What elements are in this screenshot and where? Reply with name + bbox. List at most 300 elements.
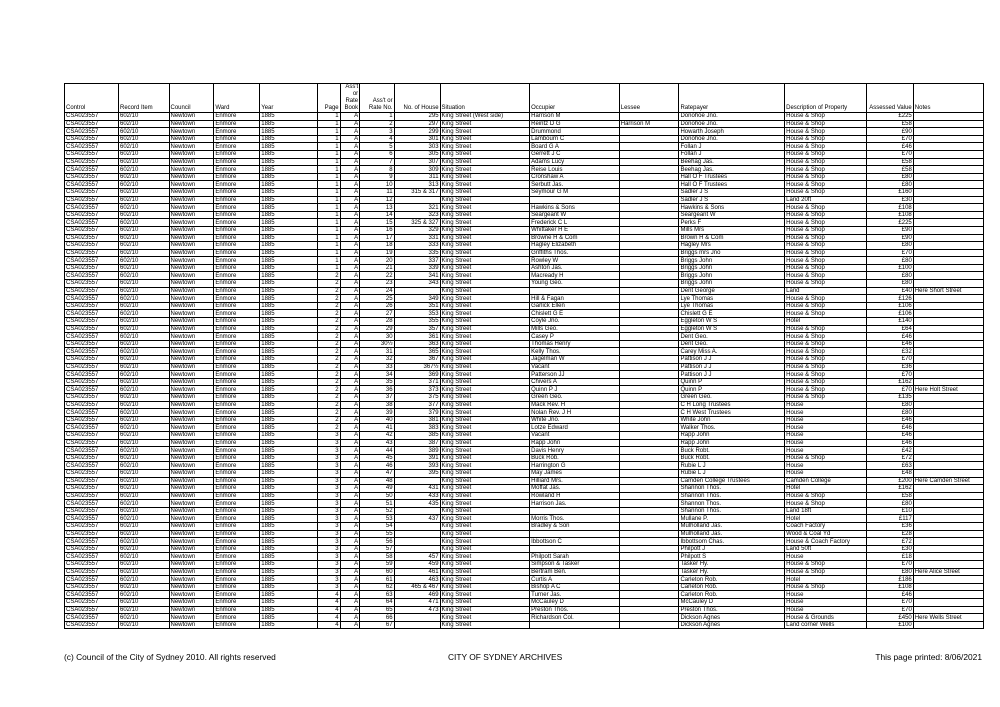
column-header: Record Item	[118, 84, 169, 113]
table-cell: Bertram Ben.	[530, 568, 620, 576]
table-row	[65, 226, 984, 234]
table-cell: CSA023557	[65, 431, 119, 439]
table-cell	[530, 621, 620, 629]
table-cell: King Street	[440, 219, 530, 227]
table-cell: 299	[394, 128, 440, 136]
table-cell: Newtown	[169, 302, 214, 310]
table-cell: £72	[866, 538, 913, 546]
table-cell: 337	[394, 257, 440, 265]
table-cell: House & Shop	[785, 302, 867, 310]
table-cell	[913, 135, 983, 143]
table-cell	[619, 439, 679, 447]
table-cell	[619, 393, 679, 401]
table-cell: Enmore	[214, 424, 260, 432]
table-row	[65, 568, 984, 576]
table-cell: Newtown	[169, 120, 214, 128]
table-cell: House & Shop	[785, 204, 867, 212]
table-cell: King Street	[440, 302, 530, 310]
table-cell: Rubie L J	[679, 462, 785, 470]
table-cell	[913, 538, 983, 546]
table-cell	[913, 143, 983, 151]
table-cell	[619, 462, 679, 470]
table-cell: 602/10	[118, 204, 169, 212]
table-cell: 379	[394, 409, 440, 417]
table-cell: Enmore	[214, 340, 260, 348]
table-row	[65, 553, 984, 561]
table-cell: Enmore	[214, 188, 260, 196]
table-cell: CSA023557	[65, 409, 119, 417]
table-cell: Enmore	[214, 485, 260, 493]
table-cell: Newtown	[169, 219, 214, 227]
table-cell: Newtown	[169, 545, 214, 553]
table-cell: Newtown	[169, 378, 214, 386]
table-cell: A	[340, 363, 360, 371]
table-cell: King Street	[440, 378, 530, 386]
table-cell: 2	[317, 272, 340, 280]
table-cell: £117	[866, 515, 913, 523]
table-cell: Newtown	[169, 325, 214, 333]
table-cell: £162	[866, 485, 913, 493]
table-cell: Newtown	[169, 416, 214, 424]
table-cell: Enmore	[214, 439, 260, 447]
table-cell: King Street	[440, 356, 530, 364]
table-cell: Follan J	[679, 150, 785, 158]
table-cell: CSA023557	[65, 318, 119, 326]
table-cell: Lotze Edward	[530, 424, 620, 432]
table-cell: Enmore	[214, 583, 260, 591]
table-cell: 381	[394, 416, 440, 424]
table-row	[65, 409, 984, 417]
table-cell: 1885	[260, 356, 317, 364]
table-cell: £46	[866, 416, 913, 424]
table-cell: 1885	[260, 416, 317, 424]
table-cell: 1885	[260, 249, 317, 257]
table-cell: 3	[317, 561, 340, 569]
table-cell: 1885	[260, 583, 317, 591]
table-cell: £80	[866, 257, 913, 265]
table-cell: 49	[360, 485, 394, 493]
table-row	[65, 348, 984, 356]
table-cell: Enmore	[214, 599, 260, 607]
table-cell: 602/10	[118, 325, 169, 333]
table-cell: Enmore	[214, 150, 260, 158]
table-cell: 602/10	[118, 583, 169, 591]
table-cell: Newtown	[169, 485, 214, 493]
table-cell: King Street	[440, 523, 530, 531]
table-cell	[913, 530, 983, 538]
table-cell: Enmore	[214, 614, 260, 622]
table-cell: House & Shop	[785, 158, 867, 166]
table-cell: Enmore	[214, 128, 260, 136]
table-row	[65, 219, 984, 227]
table-cell: 2	[317, 356, 340, 364]
table-cell: Enmore	[214, 431, 260, 439]
table-cell: £450	[866, 614, 913, 622]
table-cell	[913, 363, 983, 371]
table-cell: 13	[360, 204, 394, 212]
table-cell: House & Shop	[785, 113, 867, 121]
table-cell: Quinn P	[679, 378, 785, 386]
table-cell: 367	[394, 356, 440, 364]
table-cell: Enmore	[214, 477, 260, 485]
table-cell: Adams Lucy	[530, 158, 620, 166]
table-cell: £225	[866, 113, 913, 121]
table-cell: 303	[394, 143, 440, 151]
table-cell: Newtown	[169, 431, 214, 439]
table-row	[65, 599, 984, 607]
table-cell: £36	[866, 363, 913, 371]
table-cell	[619, 416, 679, 424]
table-cell: 1885	[260, 424, 317, 432]
table-cell: A	[340, 530, 360, 538]
table-cell: House & Shop	[785, 181, 867, 189]
table-cell	[913, 393, 983, 401]
table-cell: Newtown	[169, 211, 214, 219]
table-cell: Simpson & Tasker	[530, 561, 620, 569]
table-cell: A	[340, 219, 360, 227]
table-cell: 437	[394, 515, 440, 523]
table-cell: 367½	[394, 363, 440, 371]
table-cell: A	[340, 386, 360, 394]
table-cell: CSA023557	[65, 234, 119, 242]
table-cell	[530, 196, 620, 204]
table-cell: King Street	[440, 599, 530, 607]
table-cell	[913, 211, 983, 219]
table-cell: King Street	[440, 234, 530, 242]
table-cell: 3	[317, 523, 340, 531]
table-cell: 2	[317, 287, 340, 295]
table-cell	[619, 591, 679, 599]
table-cell: 365	[394, 348, 440, 356]
table-header-row	[65, 84, 984, 113]
table-cell: 64	[360, 599, 394, 607]
table-cell: 32	[360, 356, 394, 364]
table-cell	[619, 409, 679, 417]
table-cell: 46	[360, 462, 394, 470]
table-cell: House & Shop	[785, 356, 867, 364]
table-cell: 602/10	[118, 515, 169, 523]
table-cell: £58	[866, 120, 913, 128]
table-cell: Enmore	[214, 530, 260, 538]
table-cell: CSA023557	[65, 606, 119, 614]
table-cell: £100	[866, 621, 913, 629]
table-cell: House & Shop	[785, 150, 867, 158]
table-cell: 602/10	[118, 211, 169, 219]
table-cell: Newtown	[169, 462, 214, 470]
table-cell	[619, 113, 679, 121]
table-row	[65, 492, 984, 500]
table-cell: A	[340, 576, 360, 584]
table-cell: 1	[317, 120, 340, 128]
table-row	[65, 454, 984, 462]
table-cell: 1885	[260, 204, 317, 212]
table-row	[65, 204, 984, 212]
table-cell: 325 & 327	[394, 219, 440, 227]
table-cell	[619, 500, 679, 508]
table-cell: King Street	[440, 469, 530, 477]
table-cell: 1885	[260, 158, 317, 166]
table-cell: A	[340, 340, 360, 348]
table-cell: CSA023557	[65, 188, 119, 196]
table-cell: House	[785, 469, 867, 477]
table-cell	[913, 515, 983, 523]
table-cell: 2	[317, 393, 340, 401]
table-cell: 335	[394, 249, 440, 257]
table-cell: C H Long Trustees	[679, 401, 785, 409]
table-cell: 57	[360, 545, 394, 553]
table-cell: House & Shop	[785, 325, 867, 333]
table-cell: Enmore	[214, 181, 260, 189]
table-cell: £70	[866, 561, 913, 569]
table-cell: 1885	[260, 621, 317, 629]
table-cell	[619, 469, 679, 477]
table-cell: 457	[394, 553, 440, 561]
table-cell: A	[340, 181, 360, 189]
table-cell	[619, 280, 679, 288]
table-cell: £80	[866, 568, 913, 576]
table-cell: 333	[394, 242, 440, 250]
table-cell: Enmore	[214, 166, 260, 174]
column-header: Ass't or Rate No.	[360, 84, 394, 113]
table-cell: King Street	[440, 477, 530, 485]
table-cell: 2	[360, 120, 394, 128]
table-cell: £63	[866, 462, 913, 470]
table-cell: 1885	[260, 462, 317, 470]
table-cell: Buck Rob.	[530, 454, 620, 462]
table-cell: Newtown	[169, 401, 214, 409]
table-cell: House	[785, 416, 867, 424]
table-cell: £58	[866, 166, 913, 174]
table-cell: 1885	[260, 606, 317, 614]
table-cell: CSA023557	[65, 523, 119, 531]
table-cell: 1	[317, 128, 340, 136]
table-cell: Enmore	[214, 120, 260, 128]
table-cell: Newtown	[169, 614, 214, 622]
table-cell: 361	[394, 333, 440, 341]
table-cell	[913, 295, 983, 303]
table-cell: £30	[866, 196, 913, 204]
table-cell: 311	[394, 173, 440, 181]
table-cell	[913, 166, 983, 174]
table-cell: House	[785, 424, 867, 432]
table-cell: Mullane P.	[679, 515, 785, 523]
table-cell: 4	[317, 599, 340, 607]
table-cell	[619, 454, 679, 462]
table-cell: Enmore	[214, 454, 260, 462]
table-cell: King Street	[440, 583, 530, 591]
table-cell: 1	[317, 113, 340, 121]
table-cell: House & Shop	[785, 295, 867, 303]
table-cell: Newtown	[169, 196, 214, 204]
table-cell: CSA023557	[65, 356, 119, 364]
table-cell	[394, 545, 440, 553]
table-cell: House & Shop	[785, 492, 867, 500]
table-cell: 4	[317, 606, 340, 614]
table-cell	[619, 249, 679, 257]
column-header: Notes	[913, 84, 983, 113]
table-cell: £72	[866, 454, 913, 462]
table-cell: A	[340, 356, 360, 364]
table-cell: 602/10	[118, 249, 169, 257]
table-row	[65, 621, 984, 629]
table-cell: 1885	[260, 113, 317, 121]
table-cell: £80	[866, 409, 913, 417]
table-cell: Enmore	[214, 515, 260, 523]
table-cell: 19	[360, 249, 394, 257]
table-cell: Tasker Hy.	[679, 568, 785, 576]
table-cell: 602/10	[118, 393, 169, 401]
table-cell: A	[340, 264, 360, 272]
table-cell: Chivers A	[530, 378, 620, 386]
table-cell: CSA023557	[65, 340, 119, 348]
table-cell	[619, 356, 679, 364]
table-cell: Newtown	[169, 363, 214, 371]
table-cell	[619, 606, 679, 614]
table-cell: 307	[394, 158, 440, 166]
table-cell: Enmore	[214, 287, 260, 295]
table-cell: Hill & Fagan	[530, 295, 620, 303]
table-cell	[913, 356, 983, 364]
table-cell: A	[340, 515, 360, 523]
rate-assessment-sheet	[64, 83, 984, 629]
table-row	[65, 583, 984, 591]
table-cell: Carey Miss A.	[679, 348, 785, 356]
table-cell: 602/10	[118, 120, 169, 128]
table-cell	[619, 143, 679, 151]
table-cell: A	[340, 545, 360, 553]
table-cell: Howarth Joseph	[679, 128, 785, 136]
table-cell: 2	[317, 325, 340, 333]
table-cell	[913, 219, 983, 227]
table-cell: £135	[866, 393, 913, 401]
table-cell: 30	[360, 333, 394, 341]
table-cell: Young Geo.	[530, 280, 620, 288]
table-cell: 1	[317, 166, 340, 174]
table-cell: £80	[866, 280, 913, 288]
table-body	[65, 113, 984, 629]
table-cell: 435	[394, 500, 440, 508]
table-cell: Newtown	[169, 568, 214, 576]
table-cell: House	[785, 606, 867, 614]
table-cell: Quinn P	[679, 386, 785, 394]
table-cell: A	[340, 234, 360, 242]
table-cell: Morris Thos.	[530, 515, 620, 523]
table-cell: Whittaker H E	[530, 226, 620, 234]
table-cell: Newtown	[169, 264, 214, 272]
table-cell: Newtown	[169, 477, 214, 485]
table-cell: 1	[317, 181, 340, 189]
table-cell: 1885	[260, 325, 317, 333]
table-cell: King Street	[440, 576, 530, 584]
table-cell	[619, 257, 679, 265]
table-cell: Newtown	[169, 599, 214, 607]
table-cell: Here Alice Street	[913, 568, 983, 576]
table-cell: CSA023557	[65, 393, 119, 401]
table-cell: A	[340, 469, 360, 477]
table-cell: CSA023557	[65, 401, 119, 409]
table-cell: Enmore	[214, 606, 260, 614]
table-cell: 1885	[260, 492, 317, 500]
table-cell: 351	[394, 302, 440, 310]
table-cell: 33	[360, 363, 394, 371]
table-cell	[913, 113, 983, 121]
table-cell: CSA023557	[65, 287, 119, 295]
table-cell: Newtown	[169, 257, 214, 265]
table-cell: Enmore	[214, 348, 260, 356]
table-cell: A	[340, 150, 360, 158]
table-cell: CSA023557	[65, 249, 119, 257]
table-cell: 55	[360, 530, 394, 538]
table-cell: Enmore	[214, 500, 260, 508]
table-cell: 602/10	[118, 507, 169, 515]
table-cell	[619, 242, 679, 250]
table-cell: CSA023557	[65, 485, 119, 493]
table-cell	[619, 333, 679, 341]
table-cell: 4	[360, 135, 394, 143]
table-cell: Enmore	[214, 249, 260, 257]
table-cell: 51	[360, 500, 394, 508]
table-cell: £108	[866, 211, 913, 219]
table-cell	[619, 211, 679, 219]
table-cell: House & Coach Factory	[785, 538, 867, 546]
table-cell: King Street	[440, 614, 530, 622]
table-cell	[913, 181, 983, 189]
table-cell: 471	[394, 599, 440, 607]
table-cell: 3	[360, 128, 394, 136]
table-cell: A	[340, 249, 360, 257]
table-cell: 341	[394, 272, 440, 280]
table-cell: Newtown	[169, 173, 214, 181]
table-cell	[619, 188, 679, 196]
table-cell: Enmore	[214, 371, 260, 379]
column-header: Assessed Value	[866, 84, 913, 113]
table-cell: 602/10	[118, 272, 169, 280]
table-cell: Bradley & Son	[530, 523, 620, 531]
table-cell	[913, 606, 983, 614]
table-cell: Enmore	[214, 447, 260, 455]
table-row	[65, 477, 984, 485]
table-cell: House	[785, 409, 867, 417]
table-cell: 5	[360, 143, 394, 151]
table-cell	[913, 523, 983, 531]
table-cell	[619, 583, 679, 591]
table-cell: Enmore	[214, 492, 260, 500]
table-cell: 431	[394, 485, 440, 493]
table-cell: 1	[317, 226, 340, 234]
table-cell: 24	[360, 287, 394, 295]
table-cell: Newtown	[169, 135, 214, 143]
table-cell: 16	[360, 226, 394, 234]
table-cell: Newtown	[169, 128, 214, 136]
table-cell: 461	[394, 568, 440, 576]
table-cell: £46	[866, 340, 913, 348]
table-row	[65, 356, 984, 364]
table-cell: Jagelman W	[530, 356, 620, 364]
table-cell	[913, 196, 983, 204]
table-cell: King Street	[440, 454, 530, 462]
table-cell: A	[340, 599, 360, 607]
table-cell: £18	[866, 553, 913, 561]
table-cell: 602/10	[118, 166, 169, 174]
table-cell: King Street	[440, 257, 530, 265]
table-cell: A	[340, 204, 360, 212]
column-header: Control	[65, 84, 119, 113]
table-cell: 1885	[260, 287, 317, 295]
table-cell	[619, 568, 679, 576]
table-cell: Tasker Hy.	[679, 561, 785, 569]
table-cell: 602/10	[118, 485, 169, 493]
table-cell: £46	[866, 591, 913, 599]
